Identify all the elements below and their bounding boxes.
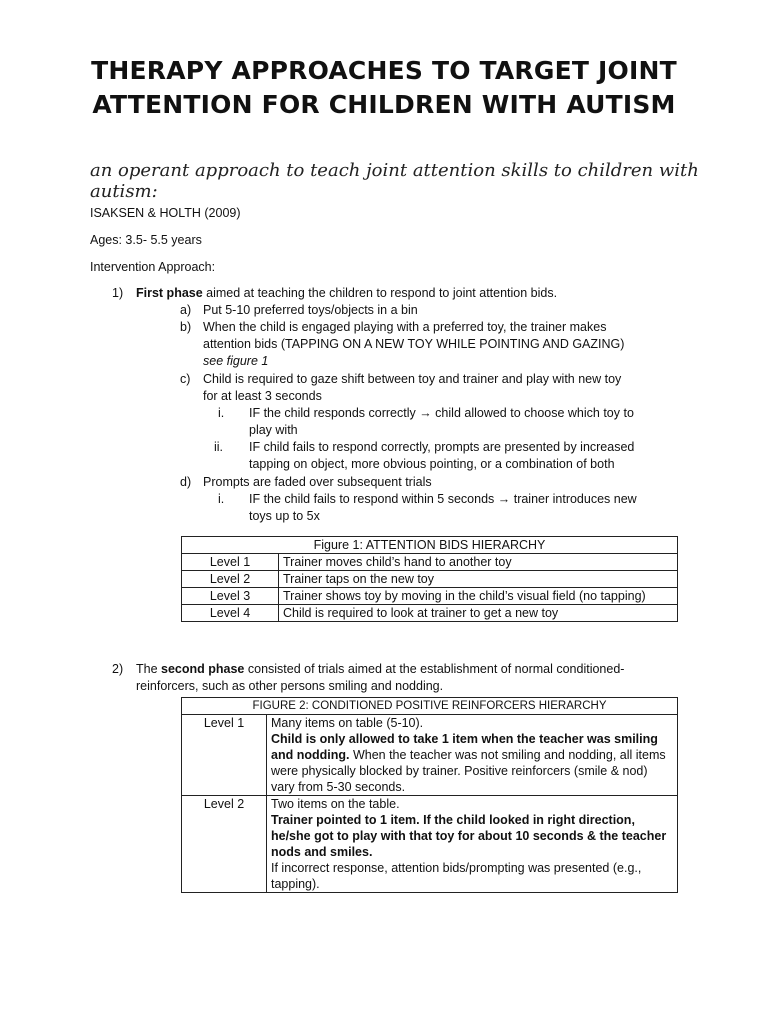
phase2-number: 2) bbox=[112, 662, 124, 676]
figure2-row2-bold: Trainer pointed to 1 item. If the child looked in right direction, he/she got to play with that toy for about 10 seconds & the teacher nods and smiles. bbox=[271, 813, 667, 859]
phase1-c-i-text-1: IF the child responds correctly → child allowed to choose which toy to bbox=[249, 406, 634, 420]
title-line-2: ATTENTION FOR CHILDREN WITH AUTISM bbox=[92, 90, 676, 119]
phase1-c-ii-text-1: IF child fails to respond correctly, prompts are presented by increased bbox=[249, 440, 635, 454]
table-row bbox=[182, 588, 678, 605]
figure1-desc: Trainer shows toy by moving in the child’s visual field (no tapping) bbox=[279, 588, 678, 605]
table-row bbox=[182, 796, 678, 893]
figure1-level: Level 3 bbox=[182, 588, 279, 605]
figure2-table bbox=[181, 697, 678, 893]
phase1-a-num: a) bbox=[180, 303, 192, 317]
figure2-row1-line1: Many items on table (5-10). bbox=[271, 716, 424, 730]
figure2-desc bbox=[267, 715, 678, 796]
figure2-desc bbox=[267, 796, 678, 893]
phase2-pre: The bbox=[136, 662, 162, 676]
citation: ISAKSEN & HOLTH (2009) bbox=[90, 206, 241, 220]
phase2-text-1 bbox=[136, 661, 624, 678]
phase1-b-num: b) bbox=[180, 320, 192, 334]
figure1-caption: Figure 1: ATTENTION BIDS HIERARCHY bbox=[182, 537, 678, 554]
phase1-c-ii-num: ii. bbox=[214, 440, 224, 454]
phase1-c-ii-text-2: tapping on object, more obvious pointing, or a combination of both bbox=[249, 457, 615, 471]
phase1-d-i-text-1: IF the child fails to respond within 5 seconds → trainer introduces new bbox=[249, 492, 637, 506]
table-row bbox=[182, 605, 678, 622]
ages: Ages: 3.5- 5.5 years bbox=[90, 233, 202, 247]
phase1-c-text-1: Child is required to gaze shift between toy and trainer and play with new toy bbox=[203, 372, 622, 386]
subtitle: an operant approach to teach joint attention skills to children with autism: bbox=[90, 160, 699, 202]
phase1-b-text-1: When the child is engaged playing with a preferred toy, the trainer makes bbox=[203, 320, 607, 334]
phase1-c-text-2: for at least 3 seconds bbox=[203, 389, 322, 403]
phase1-d-num: d) bbox=[180, 475, 192, 489]
phase1-c-i-text-2: play with bbox=[249, 423, 298, 437]
phase1-d-text: Prompts are faded over subsequent trials bbox=[203, 475, 432, 489]
table-row bbox=[182, 571, 678, 588]
figure2-row1-bold: Child is only allowed to take 1 item when the teacher was smiling and nodding. bbox=[271, 732, 658, 762]
phase1-text bbox=[136, 285, 557, 302]
figure1-table bbox=[181, 536, 678, 622]
figure1-level: Level 1 bbox=[182, 554, 279, 571]
figure1-level: Level 4 bbox=[182, 605, 279, 622]
figure1-desc: Child is required to look at trainer to get a new toy bbox=[279, 605, 678, 622]
figure2-row2-rest: If incorrect response, attention bids/prompting was presented (e.g., tapping). bbox=[271, 861, 642, 891]
phase1-d-i-num: i. bbox=[218, 492, 225, 506]
phase1-b-text-2: attention bids (TAPPING ON A NEW TOY WHILE POINTING AND GAZING) bbox=[203, 337, 625, 351]
phase1-c-num: c) bbox=[180, 372, 191, 386]
phase1-a-text: Put 5-10 preferred toys/objects in a bin bbox=[203, 303, 418, 317]
figure2-caption: FIGURE 2: CONDITIONED POSITIVE REINFORCERS HIERARCHY bbox=[182, 698, 678, 715]
figure2-level: Level 1 bbox=[182, 715, 267, 796]
figure2-level: Level 2 bbox=[182, 796, 267, 893]
figure1-level: Level 2 bbox=[182, 571, 279, 588]
phase1-d-i-text-2: toys up to 5x bbox=[249, 509, 320, 523]
phase1-number: 1) bbox=[112, 286, 124, 300]
phase1-desc: aimed at teaching the children to respond to joint attention bids. bbox=[202, 286, 558, 300]
title-line-1: THERAPY APPROACHES TO TARGET JOINT bbox=[91, 56, 677, 85]
phase2-desc: consisted of trials aimed at the establishment of normal conditioned- bbox=[244, 662, 625, 676]
figure1-desc: Trainer taps on the new toy bbox=[279, 571, 678, 588]
phase1-lead: First phase bbox=[136, 286, 203, 300]
phase2-text-2: reinforcers, such as other persons smiling and nodding. bbox=[136, 679, 444, 693]
phase2-lead: second phase bbox=[161, 662, 245, 676]
page-title bbox=[60, 54, 708, 122]
table-row bbox=[182, 715, 678, 796]
phase1-b-text-3: see figure 1 bbox=[203, 354, 269, 368]
figure1-desc: Trainer moves child’s hand to another toy bbox=[279, 554, 678, 571]
figure2-row2-line1: Two items on the table. bbox=[271, 797, 400, 811]
figure2-row1-rest: When the teacher was not smiling and nodding, all items were physically blocked by trainer. Positive reinforcers (smile & nod) vary from 5-30 seconds. bbox=[271, 748, 666, 794]
phase1-c-i-num: i. bbox=[218, 406, 225, 420]
table-row bbox=[182, 554, 678, 571]
intervention-label: Intervention Approach: bbox=[90, 260, 216, 274]
